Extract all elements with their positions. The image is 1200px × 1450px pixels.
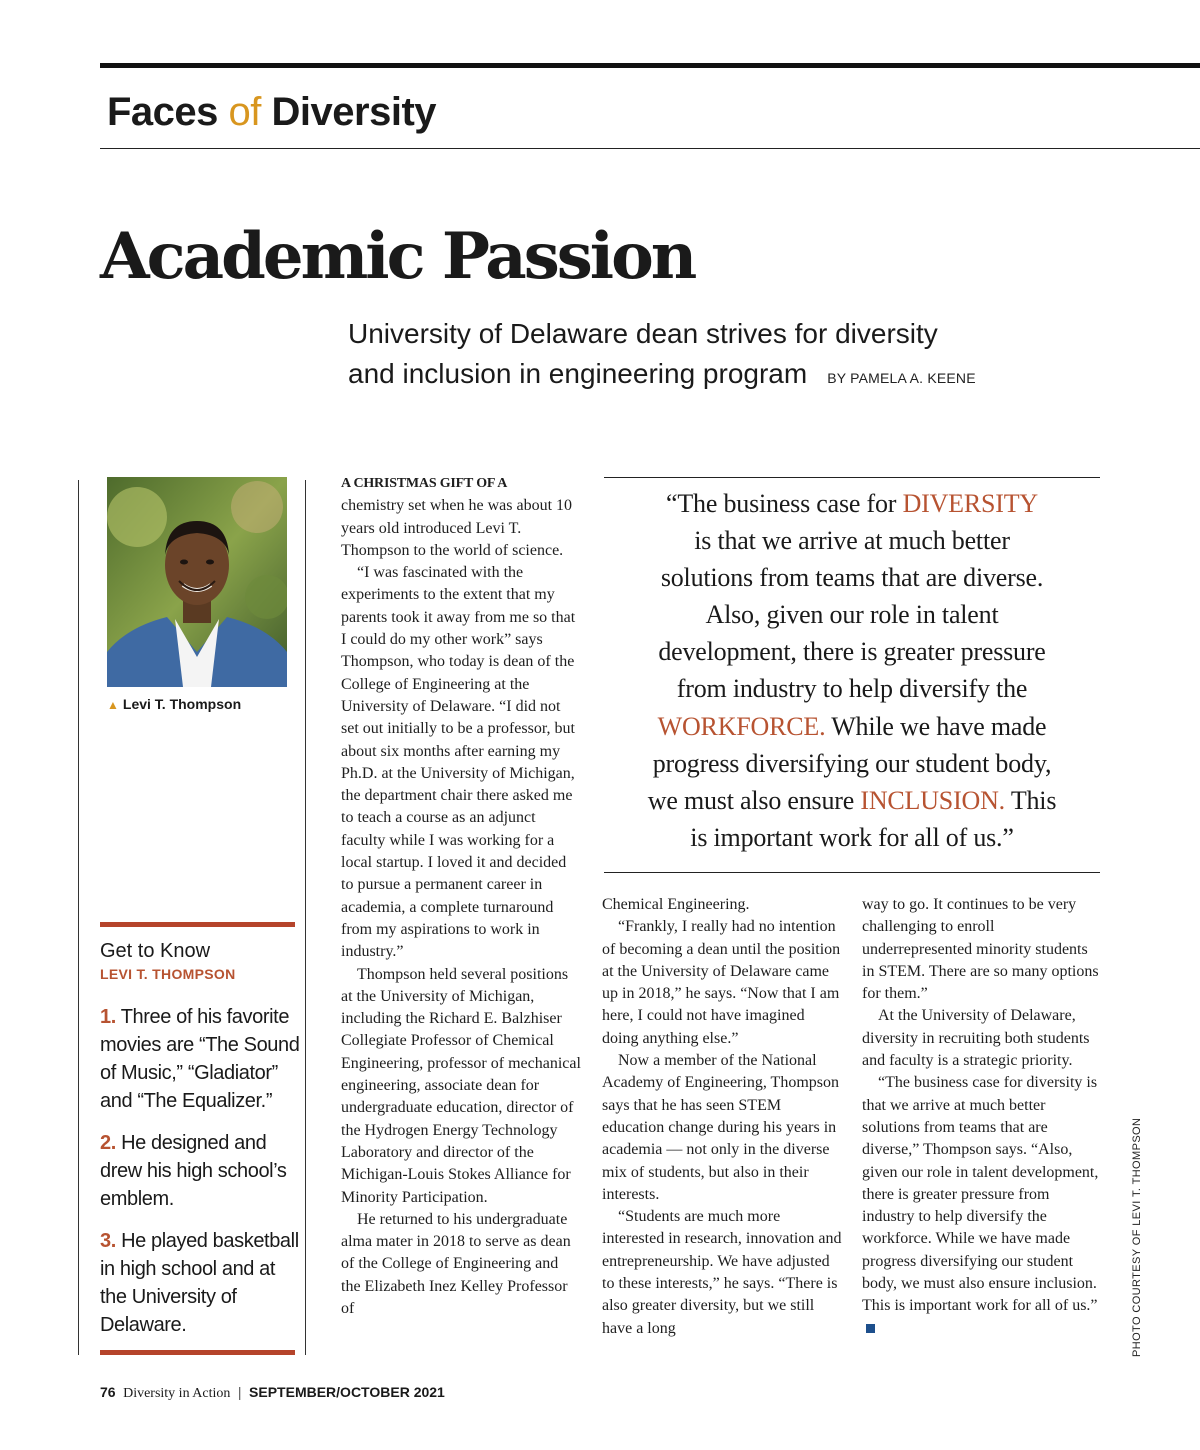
body-paragraph: Chemical Engineering. xyxy=(602,896,750,913)
magazine-name: Diversity in Action xyxy=(123,1386,231,1401)
fact-number: 1. xyxy=(100,1006,116,1028)
left-column-rule xyxy=(78,480,79,1355)
pq-highlight: INCLUSION. xyxy=(860,785,1005,815)
sidebar-bottom-rule xyxy=(100,1350,295,1355)
sidebar-column-rule xyxy=(305,480,306,1355)
section-title-word3: Diversity xyxy=(271,90,437,134)
portrait-illustration xyxy=(107,477,287,687)
body-paragraph xyxy=(341,472,581,562)
pq-line xyxy=(604,485,1100,522)
lead-in: A CHRISTMAS GIFT OF A xyxy=(341,476,508,491)
section-title xyxy=(107,88,436,136)
pq-line: development, there is greater pressure xyxy=(658,637,1046,667)
fact-item xyxy=(100,1129,305,1213)
pq-line: is that we arrive at much better xyxy=(694,526,1010,556)
fact-text: He designed and drew his high school’s emblem. xyxy=(100,1132,287,1210)
sidebar-name: LEVI T. THOMPSON xyxy=(100,966,236,982)
section-rule xyxy=(100,148,1200,149)
dek-line-2-text: and inclusion in engineering program xyxy=(348,358,808,389)
body-paragraph: Thompson held several positions at the University of Michigan, including the Richard E. Balzhiser Collegiate Professor of Chemical Engineering, professor of mechanical engineering, associate dean for undergraduate education, director of the Hydrogen Energy Technology Laboratory and director of the Michigan-Louis Stokes Alliance for Minority Participation. xyxy=(341,965,581,1206)
body-column-3 xyxy=(862,894,1104,1340)
sidebar-facts xyxy=(100,1003,305,1353)
pq-text: “The business case for xyxy=(666,489,903,518)
dek-line-2 xyxy=(348,354,1048,398)
body-paragraph: “Students are much more interested in research, innovation and entrepreneurship. We have adjusted to these interests,” he says. “There is also greater diversity, but we still have a long xyxy=(602,1208,842,1337)
dek-line-1: University of Delaware dean strives for diversity xyxy=(348,318,938,349)
body-column-1 xyxy=(341,472,581,1320)
pq-line: from industry to help diversify the xyxy=(676,674,1028,704)
body-paragraph: He returned to his undergraduate alma mater in 2018 to serve as dean of the College of Engineering and the Elizabeth Inez Kelley Professor of xyxy=(341,1210,571,1317)
pq-text: While we have made xyxy=(825,711,1047,741)
section-title-word1: Faces xyxy=(107,90,218,134)
dek xyxy=(348,314,1048,398)
page-footer xyxy=(100,1384,445,1402)
caption-triangle-icon: ▲ xyxy=(107,698,119,712)
body-column-2 xyxy=(602,894,842,1340)
pq-text: This xyxy=(1004,785,1057,815)
pq-highlight: WORKFORCE. xyxy=(657,711,826,741)
issue-date: SEPTEMBER/OCTOBER 2021 xyxy=(249,1384,445,1400)
sidebar-title: Get to Know xyxy=(100,940,211,962)
pq-line xyxy=(604,782,1100,819)
body-paragraph: “Frankly, I really had no intention of becoming a dean until the position at the University of Delaware came up in 2018,” he says. “Now that I am here, I could not have imagined doing anything else.” xyxy=(602,918,841,1047)
pull-quote xyxy=(604,485,1100,856)
photo-credit: PHOTO COURTESY OF LEVI T. THOMPSON xyxy=(1131,1117,1143,1357)
body-paragraph: At the University of Delaware, diversity in recruiting both students and faculty is a strategic priority. xyxy=(862,1007,1090,1070)
footer-separator: | xyxy=(237,1384,242,1400)
pq-line: Also, given our role in talent xyxy=(705,600,999,630)
headline: Academic Passion xyxy=(100,219,695,294)
pq-line: is important work for all of us.” xyxy=(690,822,1014,852)
fact-text: Three of his favorite movies are “The Sound of Music,” “Gladiator” and “The Equalizer.” xyxy=(100,1006,300,1112)
photo-caption xyxy=(107,696,241,712)
body-paragraph: “I was fascinated with the experiments to the extent that my parents took it away from me so that I could do my other work” says Thompson, who today is dean of the College of Engineering at the University of Delaware. “I did not set out initially to be a professor, but about six months after earning my Ph.D. at the University of Michigan, the department chair there asked me to teach a course as an adjunct faculty while I was working for a local startup. I loved it and decided to pursue a permanent career in academia, a complete turnaround from my aspirations to work in industry.” xyxy=(341,564,576,961)
portrait-photo xyxy=(107,477,287,687)
pq-line xyxy=(604,708,1100,745)
pullquote-top-rule xyxy=(604,477,1100,478)
body-paragraph: Now a member of the National Academy of Engineering, Thompson says that he has seen STEM education change during his years in academia — not only in the diverse mix of students, but also in their interests. xyxy=(602,1052,839,1203)
pq-line: solutions from teams that are diverse. xyxy=(660,563,1044,593)
end-square-icon xyxy=(866,1324,875,1333)
byline: BY PAMELA A. KEENE xyxy=(827,370,976,386)
body-text: “The business case for diversity is that we arrive at much better solutions from teams that are diverse,” Thompson says. “Also, given our role in talent development, there is greater pressure from industry to help diversify the workforce. While we have made progress diversifying our student body, we must also ensure inclusion. This is important work for all of us.” xyxy=(862,1074,1099,1315)
sidebar-top-rule xyxy=(100,922,295,927)
fact-number: 3. xyxy=(100,1230,116,1252)
pq-text: we must also ensure xyxy=(647,785,861,815)
pq-highlight: DIVERSITY xyxy=(902,489,1038,518)
top-rule xyxy=(100,63,1200,68)
fact-item xyxy=(100,1227,305,1339)
pullquote-bottom-rule xyxy=(604,872,1100,873)
fact-number: 2. xyxy=(100,1132,116,1154)
body-text: chemistry set when he was about 10 years old introduced Levi T. Thompson to the world of science. xyxy=(341,497,573,559)
fact-item xyxy=(100,1003,305,1115)
page-number: 76 xyxy=(100,1384,116,1400)
photo-caption-text: Levi T. Thompson xyxy=(122,696,242,712)
section-title-of: of xyxy=(228,90,261,134)
pq-line: progress diversifying our student body, xyxy=(652,748,1052,778)
body-paragraph: way to go. It continues to be very challenging to enroll underrepresented minority students in STEM. There are so many options for them.” xyxy=(862,896,1099,1003)
body-paragraph xyxy=(862,1072,1104,1340)
fact-text: He played basketball in high school and at the University of Delaware. xyxy=(100,1230,299,1336)
